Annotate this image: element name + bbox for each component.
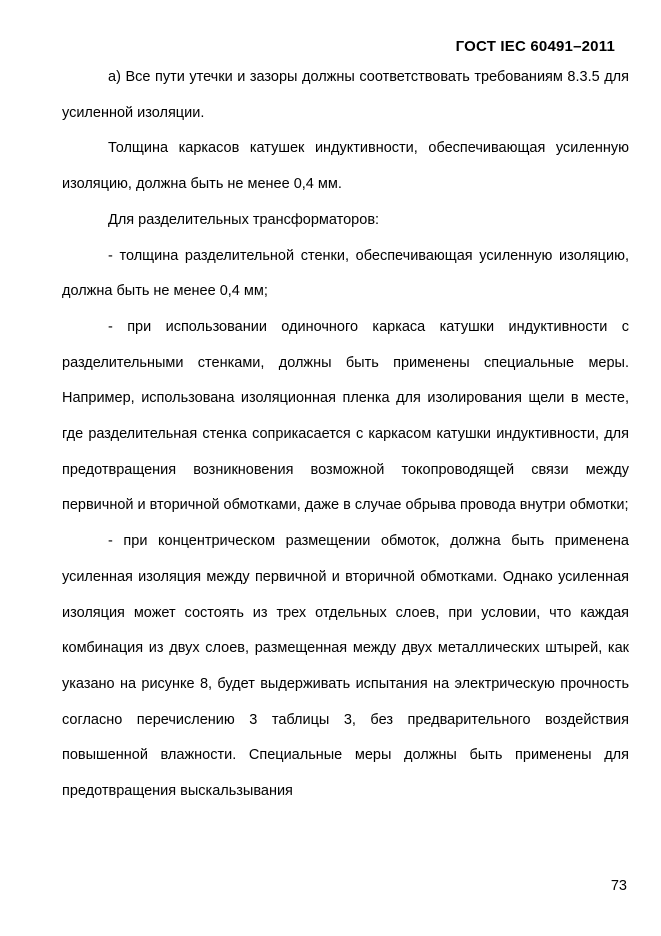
document-header-standard: ГОСТ IEC 60491–2011 (455, 38, 615, 55)
document-body (62, 60, 629, 810)
paragraph-wall-thickness: - толщина разделительной стенки, обеспечивающая усиленную изоляцию, должна быть не менее 0,4 мм; (62, 247, 629, 300)
paragraph-single-bobbin: - при использовании одиночного каркаса катушки индуктивности с разделительными стенками, должны быть применены специальные меры. Например, использована изоляционная пленка для изолирования щели в месте, где разделительная стенка соприкасается с каркасом катушки индуктивности, для предотвращения возникновения возможной токопроводящей связи между первичной и вторичной обмотками, даже в случае обрыва провода внутри обмотки; (62, 318, 629, 514)
paragraph-creepage-requirements: а) Все пути утечки и зазоры должны соответствовать требованиям 8.3.5 для усиленной изоляции. (62, 69, 629, 121)
page-number: 73 (610, 878, 627, 894)
paragraph-coil-thickness: Толщина каркасов катушек индуктивности, обеспечивающая усиленную изоляцию, должна быть не менее 0,4 мм. (62, 140, 629, 193)
paragraph-isolating-transformers: Для разделительных трансформаторов: (108, 211, 380, 228)
paragraph-concentric-windings: - при концентрическом размещении обмоток, должна быть применена усиленная изоляция между первичной и вторичной обмотками. Однако усиленная изоляция может состоять из трех отдельных слоев, при условии, что каждая комбинация из двух слоев, размещенная между двух металлических штырей, как указано на рисунке 8, будет выдерживать испытания на электрическую прочность согласно перечислению 3 таблицы 3, без предварительного воздействия повышенной влажности. Специальные меры должны быть применены для предотвращения выскальзывания (62, 533, 629, 800)
